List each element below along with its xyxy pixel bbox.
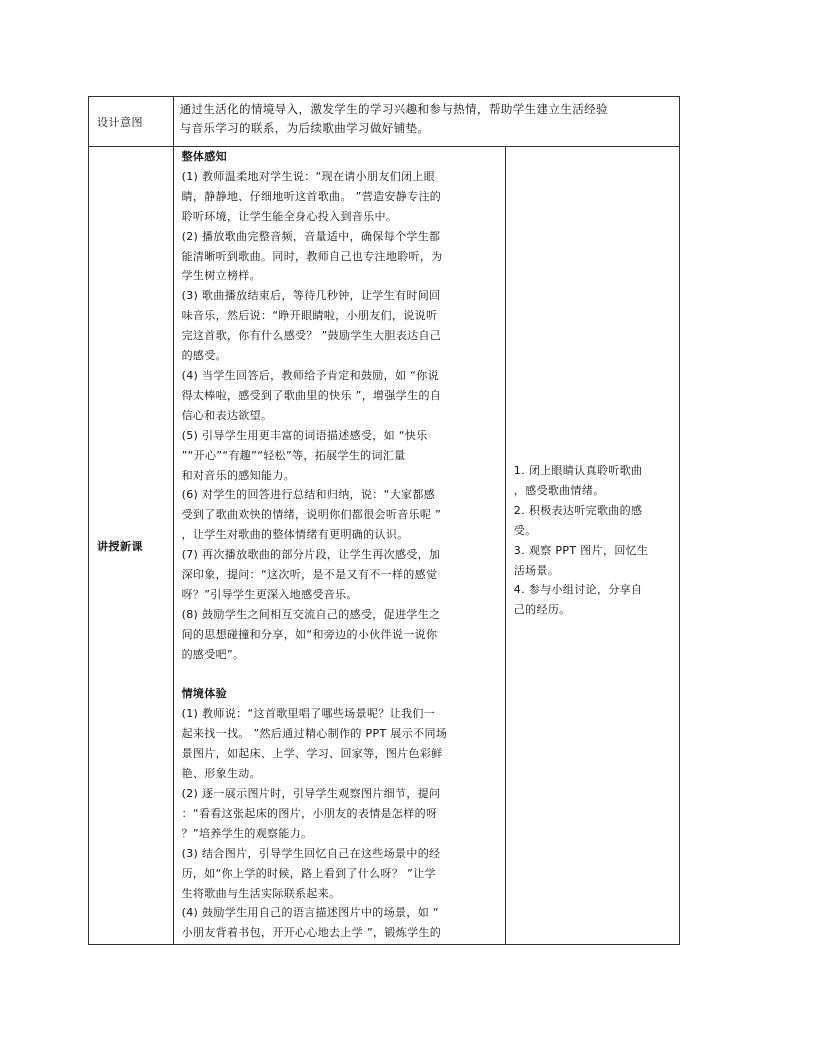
student-text-line: 3. 观察 PPT 图片，回忆生 (513, 543, 649, 557)
text-line: (2) 播放歌曲完整音频，音量适中，确保每个学生都 (181, 229, 441, 243)
text-line: 景图片，如起床、上学、学习、回家等，图片色彩鲜 (181, 747, 443, 761)
student-text-line: 2. 积极表达听完歌曲的感 (513, 503, 643, 517)
student-text-line: 4. 参与小组讨论，分享自 (513, 583, 643, 597)
text-line: 味音乐，然后说：“睁开眼睛啦，小朋友们，说说听 (181, 309, 438, 323)
lesson-plan-table (88, 96, 680, 945)
new-lesson-row (89, 147, 680, 945)
text-line: (4) 鼓励学生用自己的语言描述图片中的场景，如 “ (181, 906, 439, 920)
student-text-line: ，感受歌曲情绪。 (513, 483, 605, 497)
teacher-activities-cell (173, 147, 505, 945)
text-line: 聆听环境，让学生能全身心投入到音乐中。 (181, 209, 398, 223)
text-line: 得太棒啦，感受到了歌曲里的快乐 ”，增强学生的自 (181, 388, 442, 402)
text-line: 呀？”引导学生更深入地感受音乐。 (181, 587, 358, 601)
text-line: ？”培养学生的观察能力。 (181, 826, 313, 840)
section-title-situational-experience: 情境体验 (181, 687, 227, 701)
design-intent-line: 通过生活化的情境导入，激发学生的学习兴趣和参与热情，帮助学生建立生活经验 (179, 102, 608, 116)
text-line: 完这首歌，你有什么感受？ ”鼓励学生大胆表达自己 (181, 329, 442, 343)
student-text-line: 己的经历。 (513, 603, 571, 617)
student-text-line: 受。 (513, 523, 537, 537)
text-line: 的感受。 (181, 349, 227, 363)
design-intent-text (173, 97, 679, 147)
design-intent-row (89, 97, 680, 147)
text-line: (2) 逐一展示图片时，引导学生观察图片细节，提问 (181, 786, 441, 800)
teacher-activities (174, 147, 505, 944)
text-line: ，让学生对歌曲的整体情绪有更明确的认识。 (181, 528, 409, 542)
text-line: (1) 教师说：“这首歌里唱了哪些场景呢？让我们一 (181, 707, 436, 721)
student-activities (506, 147, 679, 620)
text-line: (5) 引导学生用更丰富的词语描述感受，如 “快乐 (181, 428, 428, 442)
section-gap (182, 665, 499, 685)
text-line: 间的思想碰撞和分享，如“和旁边的小伙伴说一说你 (181, 627, 438, 641)
text-line: 信心和表达欲望。 (181, 408, 273, 422)
text-line: ”“开心”“有趣”“轻松”等，拓展学生的词汇量 (181, 448, 406, 462)
text-line: 起来找一找。 ”然后通过精心制作的 PPT 展示不同场 (181, 727, 448, 741)
section-title-overall-perception: 整体感知 (181, 150, 227, 163)
text-line: 能清晰听到歌曲。同时，教师自己也专注地聆听，为 (181, 249, 443, 263)
text-line: 和对音乐的感知能力。 (181, 468, 296, 482)
text-line: 学生树立榜样。 (181, 269, 262, 283)
design-intent-label: 设计意图 (89, 97, 174, 147)
text-line: 睛，静静地、仔细地听这首歌曲。 ”营造安静专注的 (181, 189, 442, 203)
text-line: (6) 对学生的回答进行总结和归纳，说：“大家都感 (181, 488, 436, 502)
section-situational-experience (182, 704, 499, 943)
text-line: (3) 结合图片，引导学生回忆自己在这些场景中的经 (181, 846, 441, 860)
text-line: 深印象，提问：“这次听，是不是又有不一样的感觉 (181, 568, 438, 582)
text-line: ：“看看这张起床的图片，小朋友的表情是怎样的呀 (181, 806, 438, 820)
text-line: 艳、形象生动。 (181, 767, 262, 781)
text-line: (1) 教师温柔地对学生说：“现在请小朋友们闭上眼 (181, 169, 436, 183)
text-line: (8) 鼓励学生之间相互交流自己的感受，促进学生之 (181, 607, 441, 621)
text-line: (7) 再次播放歌曲的部分片段，让学生再次感受，加 (181, 548, 441, 562)
text-line: 小朋友背着书包，开开心心地去上学 ”，锻炼学生的 (181, 926, 442, 940)
text-line: (3) 歌曲播放结束后，等待几秒钟，让学生有时间回 (181, 289, 441, 303)
design-intent-line: 与音乐学习的联系，为后续歌曲学习做好铺垫。 (179, 121, 430, 135)
student-activities-cell (505, 147, 679, 945)
text-line: (4) 当学生回答后，教师给予肯定和鼓励，如 “你说 (181, 368, 439, 382)
text-line: 受到了歌曲欢快的情绪，说明你们都很会听音乐呢 ” (181, 508, 442, 522)
section-overall-perception (182, 167, 499, 665)
text-line: 历，如“你上学的时候，路上看到了什么呀？ ”让学 (181, 866, 436, 880)
student-text-line: 1. 闭上眼睛认真聆听歌曲 (513, 464, 643, 477)
student-text-line: 活场景。 (513, 563, 560, 577)
text-line: 的感受吧”。 (181, 647, 245, 661)
new-lesson-label: 讲授新课 (89, 147, 174, 945)
text-line: 生将歌曲与生活实际联系起来。 (181, 886, 341, 900)
